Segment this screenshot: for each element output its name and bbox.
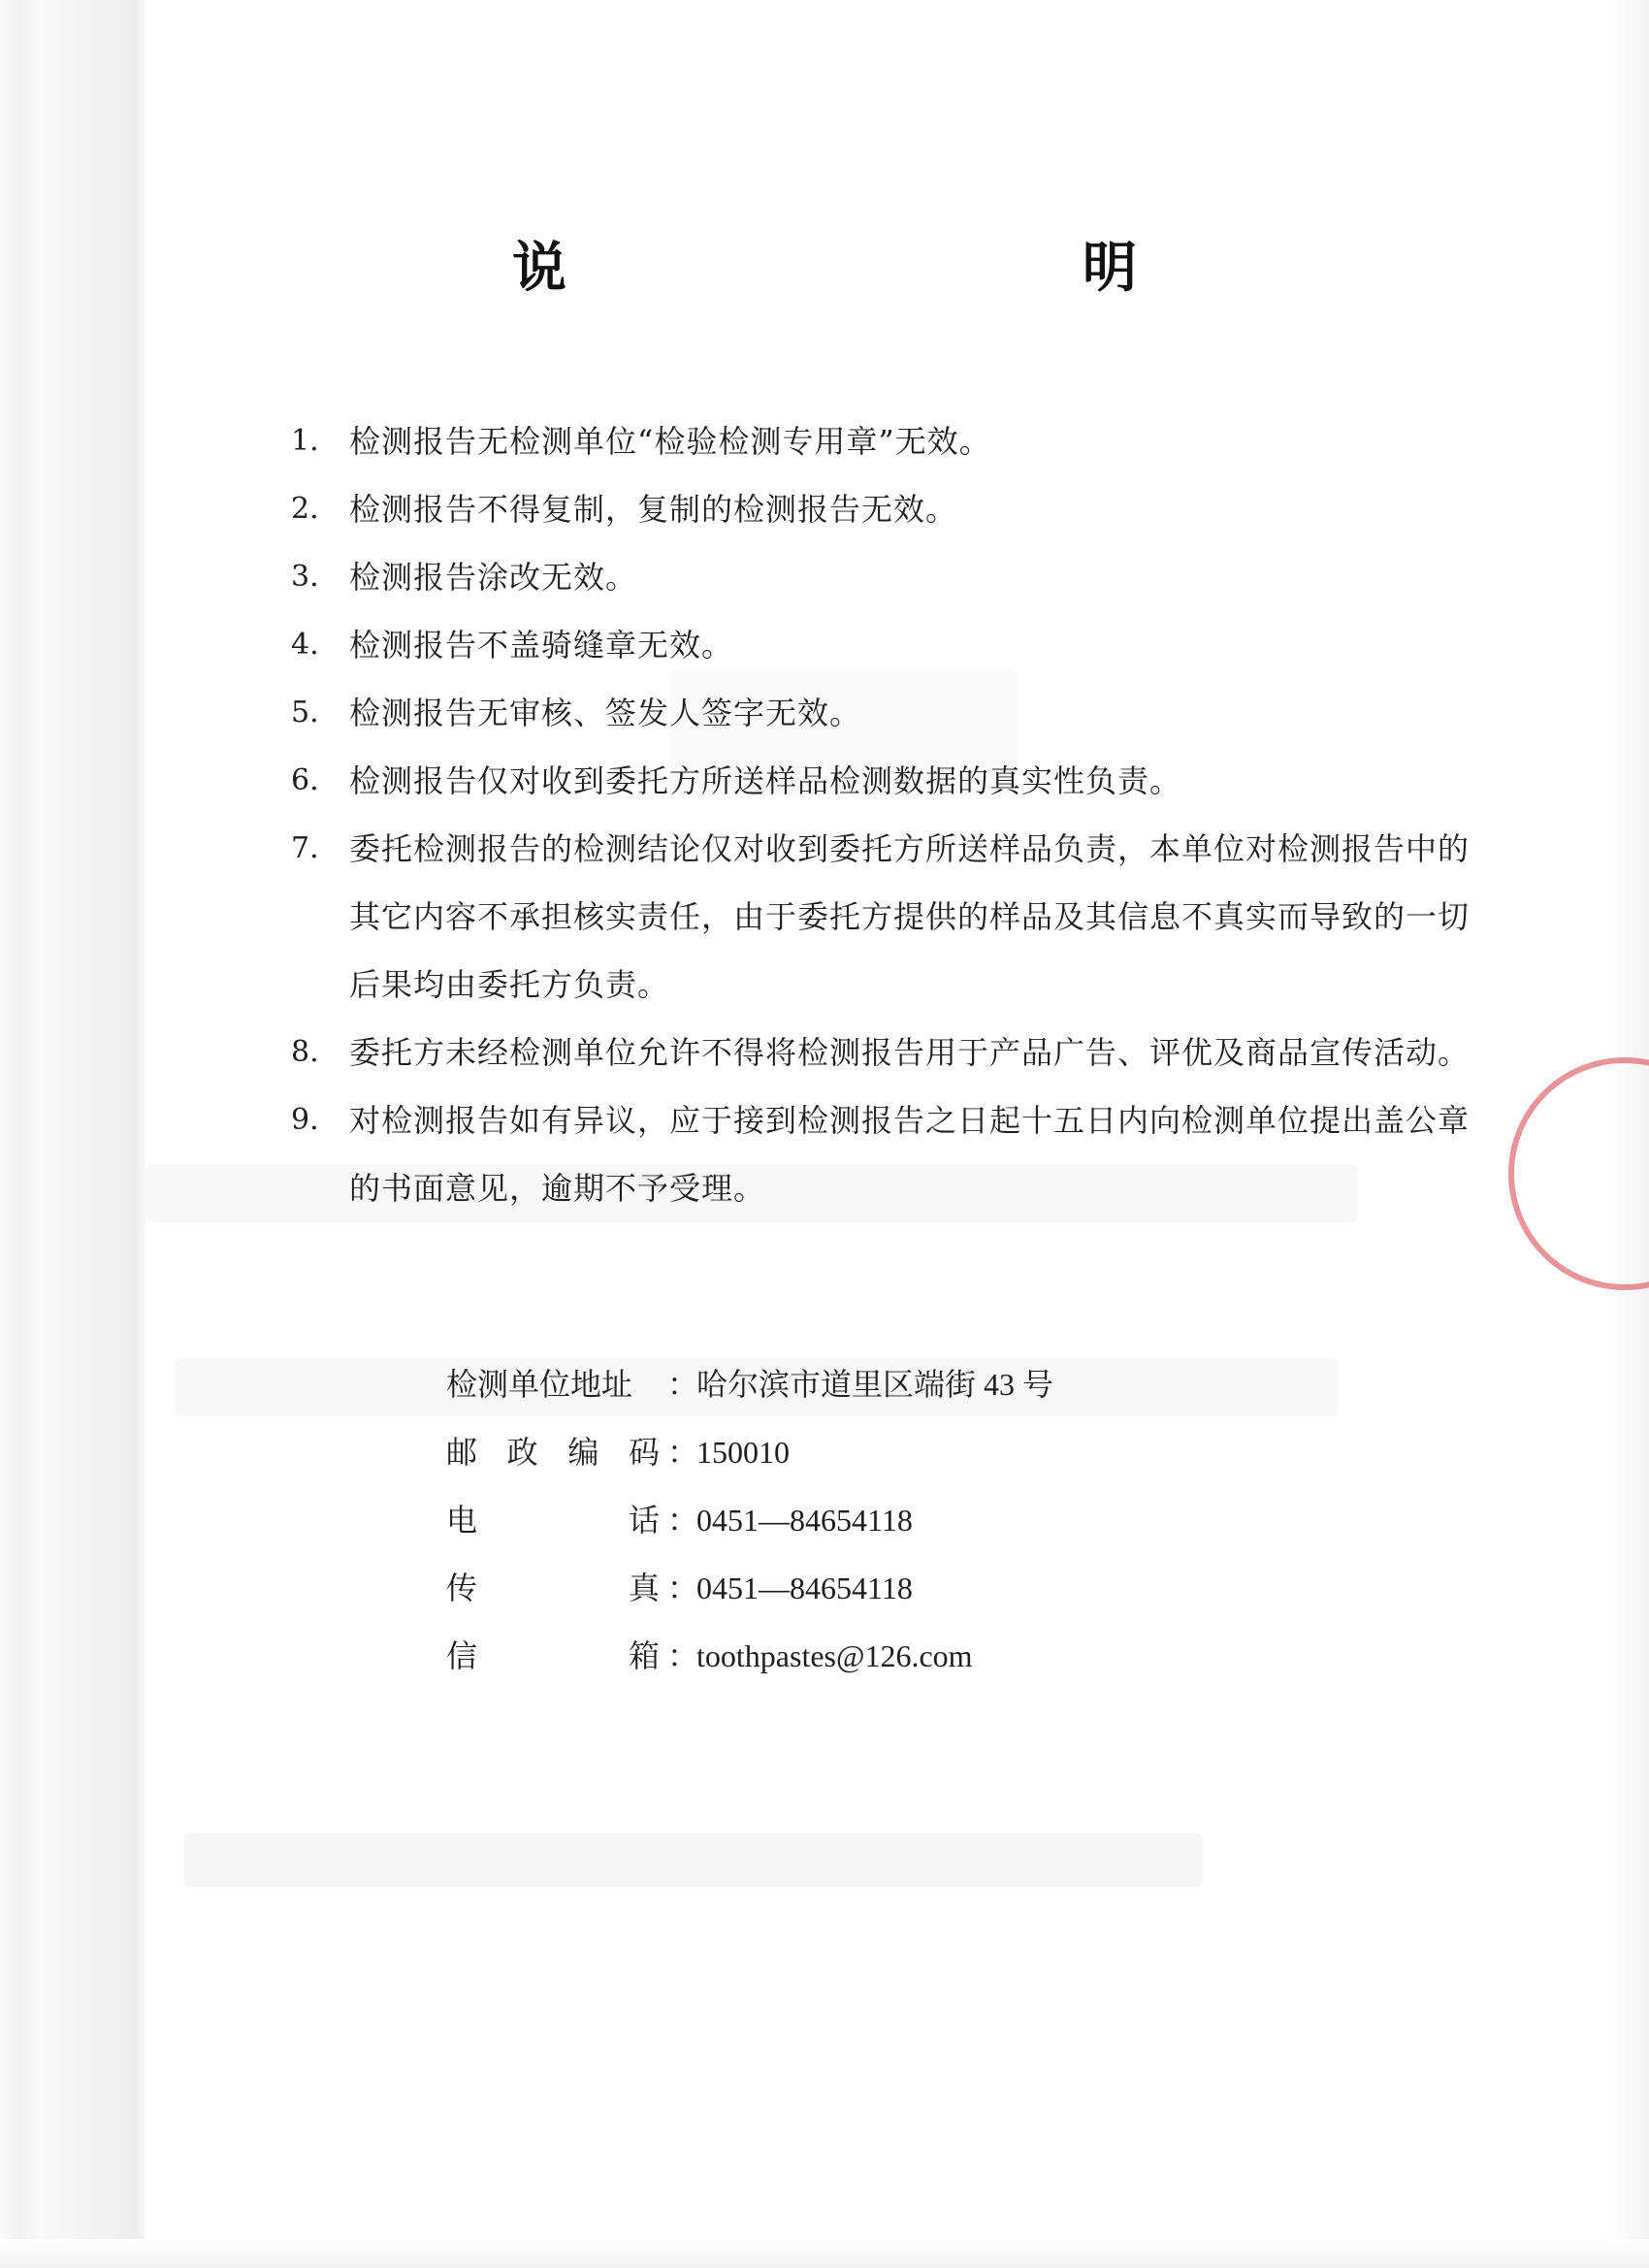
note-number: 9. — [291, 1103, 319, 1137]
page-title: 说 明 — [512, 237, 1273, 300]
contact-info-block — [446, 1350, 1319, 1690]
note-number: 8. — [291, 1035, 319, 1069]
phone-label — [446, 1486, 660, 1554]
note-item — [291, 747, 1474, 815]
label-colon: ： — [667, 1637, 699, 1674]
bleed-through-mark — [184, 1833, 1203, 1887]
note-text: 委托检测报告的检测结论仅对收到委托方所送样品负责，本单位对检测报告中的其它内容不承担核实责任，由于委托方提供的样品及其信息不真实而导致的一切后果均由委托方负责。 — [349, 830, 1471, 1003]
label-char: 话 — [628, 1502, 660, 1539]
note-text: 检测报告不得复制，复制的检测报告无效。 — [349, 491, 958, 528]
note-number: 1. — [291, 424, 319, 458]
note-text: 对检测报告如有异议，应于接到检测报告之日起十五日内向检测单位提出盖公章的书面意见，逾期不予受理。 — [349, 1102, 1471, 1207]
contact-row-email — [446, 1622, 1319, 1690]
note-text: 检测报告无审核、签发人签字无效。 — [349, 695, 862, 731]
note-item — [291, 611, 1474, 679]
postcode-value: 150010 — [696, 1435, 790, 1470]
label-char: 编 — [567, 1434, 599, 1471]
label-char: 传 — [446, 1570, 478, 1606]
note-item — [291, 543, 1474, 611]
note-item — [291, 679, 1474, 747]
note-number: 4. — [291, 628, 319, 662]
label-colon: ： — [667, 1570, 699, 1606]
label-colon: ： — [667, 1502, 699, 1539]
label-char: 箱 — [628, 1637, 660, 1674]
note-text: 检测报告无检测单位“检验检测专用章”无效。 — [349, 423, 991, 460]
contact-row-address — [446, 1350, 1319, 1418]
notes-list — [291, 407, 1474, 1222]
note-text: 检测报告不盖骑缝章无效。 — [349, 627, 734, 664]
postcode-label — [446, 1418, 660, 1486]
contact-row-fax — [446, 1554, 1319, 1622]
note-number: 2. — [291, 492, 319, 526]
contact-row-postcode — [446, 1418, 1319, 1486]
label-char: 政 — [506, 1434, 538, 1471]
note-item — [291, 1019, 1474, 1086]
seal-stamp-fragment — [1508, 1057, 1649, 1290]
address-label: 检测单位地址 — [446, 1366, 633, 1403]
note-item — [291, 407, 1474, 475]
note-item — [291, 475, 1474, 543]
fax-value: 0451—84654118 — [696, 1571, 913, 1605]
address-value: 哈尔滨市道里区端街 43 号 — [696, 1367, 1054, 1402]
note-item — [291, 815, 1474, 1019]
note-number: 7. — [291, 831, 319, 865]
note-text: 检测报告涂改无效。 — [349, 559, 638, 596]
note-item — [291, 1086, 1474, 1222]
email-label — [446, 1622, 660, 1690]
scan-shadow-left — [0, 0, 146, 2268]
label-colon: ： — [667, 1366, 699, 1403]
note-text: 检测报告仅对收到委托方所送样品检测数据的真实性负责。 — [349, 762, 1182, 799]
label-char: 码 — [628, 1434, 660, 1471]
phone-value: 0451—84654118 — [696, 1503, 913, 1538]
note-number: 3. — [291, 560, 319, 594]
label-char: 邮 — [446, 1434, 478, 1471]
scan-shadow-bottom — [0, 2239, 1649, 2268]
label-char: 信 — [446, 1637, 478, 1674]
contact-row-phone — [446, 1486, 1319, 1554]
fax-label — [446, 1554, 660, 1622]
email-value: toothpastes@126.com — [696, 1638, 973, 1673]
label-char: 电 — [446, 1502, 478, 1539]
note-number: 5. — [291, 696, 319, 729]
note-text: 委托方未经检测单位允许不得将检测报告用于产品广告、评优及商品宣传活动。 — [349, 1034, 1471, 1071]
label-colon: ： — [667, 1434, 699, 1471]
note-number: 6. — [291, 763, 319, 797]
label-char: 真 — [628, 1570, 660, 1606]
